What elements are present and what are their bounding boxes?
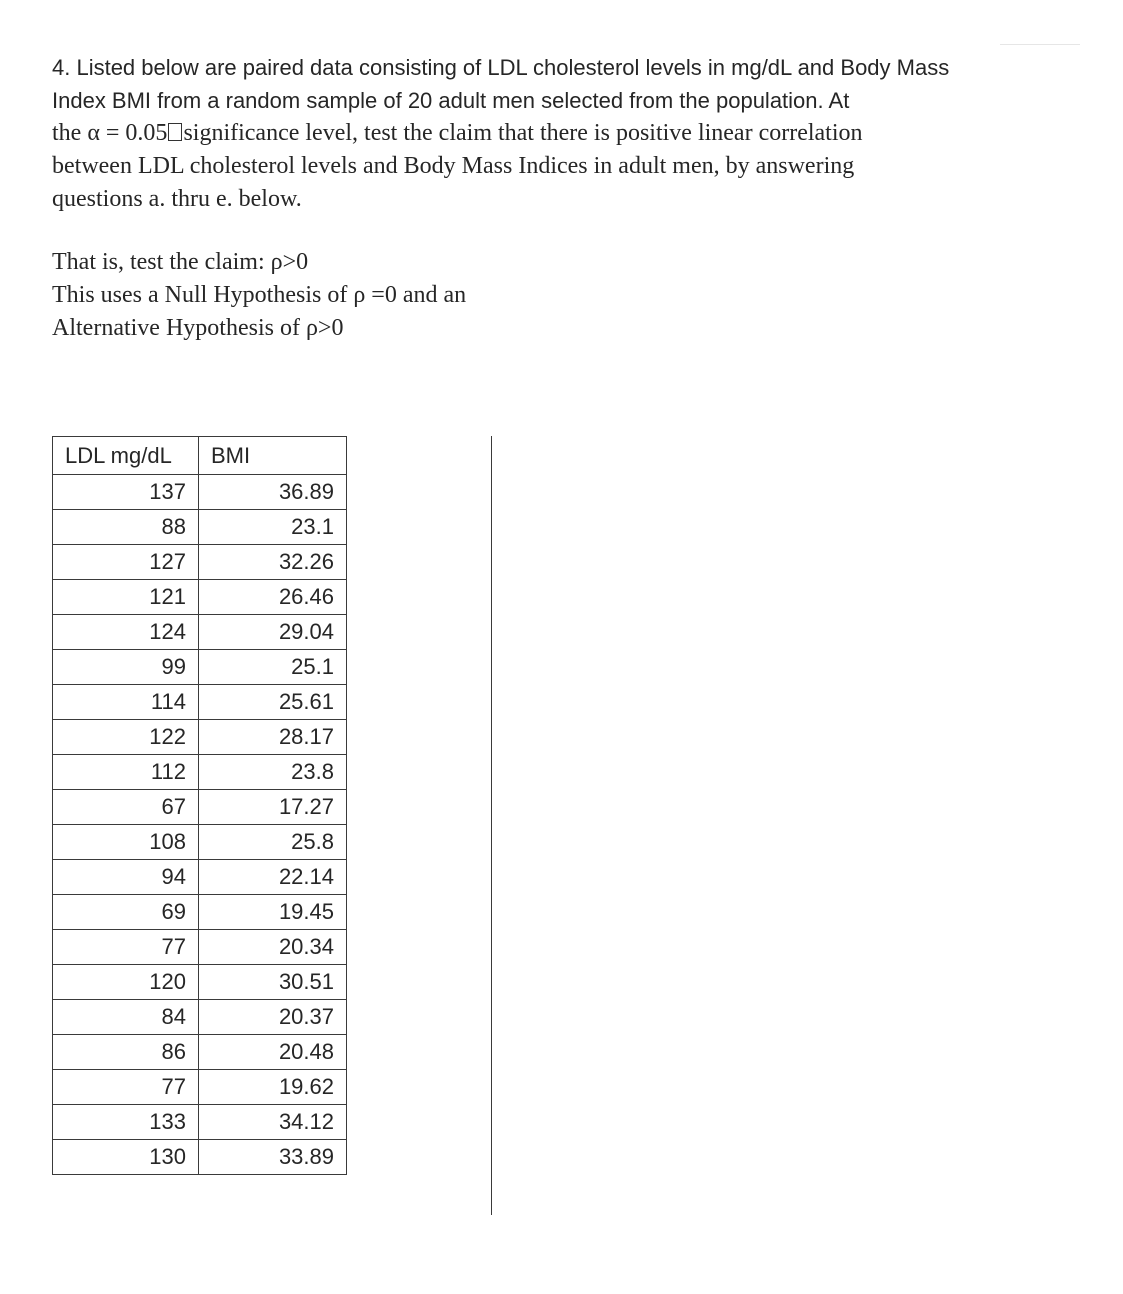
bmi-cell: 28.17 bbox=[199, 720, 347, 755]
ldl-cell: 137 bbox=[53, 475, 199, 510]
ldl-cell: 99 bbox=[53, 650, 199, 685]
problem-line-5: questions a. thru e. below. bbox=[52, 186, 302, 212]
ldl-cell: 120 bbox=[53, 965, 199, 1000]
bmi-cell: 20.48 bbox=[199, 1035, 347, 1070]
table-row bbox=[53, 1000, 347, 1035]
problem-statement bbox=[52, 51, 949, 216]
ldl-cell: 124 bbox=[53, 615, 199, 650]
table-row bbox=[53, 755, 347, 790]
table-row bbox=[53, 510, 347, 545]
bmi-cell: 36.89 bbox=[199, 475, 347, 510]
bmi-cell: 19.62 bbox=[199, 1070, 347, 1105]
claim-statement bbox=[52, 246, 466, 345]
significance-text: significance level, test the claim that there is positive linear correlation bbox=[183, 120, 863, 146]
bmi-cell: 26.46 bbox=[199, 580, 347, 615]
problem-line-3 bbox=[52, 117, 949, 150]
table-row bbox=[53, 860, 347, 895]
table-row bbox=[53, 545, 347, 580]
table-row bbox=[53, 1070, 347, 1105]
table-row bbox=[53, 930, 347, 965]
bmi-cell: 32.26 bbox=[199, 545, 347, 580]
problem-line-2: Index BMI from a random sample of 20 adult men selected from the population. At bbox=[52, 88, 850, 113]
ldl-cell: 130 bbox=[53, 1140, 199, 1175]
header-bmi: BMI bbox=[199, 437, 347, 475]
data-table bbox=[52, 436, 347, 1175]
ldl-cell: 133 bbox=[53, 1105, 199, 1140]
ldl-cell: 108 bbox=[53, 825, 199, 860]
table-row bbox=[53, 1105, 347, 1140]
problem-line-4: between LDL cholesterol levels and Body Mass Indices in adult men, by answering bbox=[52, 153, 855, 179]
alpha-text: the α = 0.05 bbox=[52, 120, 168, 146]
ldl-cell: 88 bbox=[53, 510, 199, 545]
ldl-cell: 69 bbox=[53, 895, 199, 930]
ldl-cell: 127 bbox=[53, 545, 199, 580]
table-row bbox=[53, 895, 347, 930]
scan-mark bbox=[1000, 44, 1080, 45]
ldl-cell: 121 bbox=[53, 580, 199, 615]
table-row bbox=[53, 475, 347, 510]
bmi-cell: 23.1 bbox=[199, 510, 347, 545]
table-row bbox=[53, 965, 347, 1000]
header-ldl: LDL mg/dL bbox=[53, 437, 199, 475]
ldl-cell: 77 bbox=[53, 930, 199, 965]
ldl-cell: 77 bbox=[53, 1070, 199, 1105]
bmi-cell: 20.37 bbox=[199, 1000, 347, 1035]
table-row bbox=[53, 790, 347, 825]
bmi-cell: 30.51 bbox=[199, 965, 347, 1000]
bmi-cell: 22.14 bbox=[199, 860, 347, 895]
table-row bbox=[53, 825, 347, 860]
missing-glyph-box bbox=[168, 123, 182, 141]
bmi-cell: 19.45 bbox=[199, 895, 347, 930]
ldl-cell: 122 bbox=[53, 720, 199, 755]
table-row bbox=[53, 615, 347, 650]
bmi-cell: 17.27 bbox=[199, 790, 347, 825]
vertical-divider bbox=[491, 436, 492, 1215]
ldl-cell: 94 bbox=[53, 860, 199, 895]
ldl-cell: 84 bbox=[53, 1000, 199, 1035]
table-row bbox=[53, 580, 347, 615]
table-row bbox=[53, 1140, 347, 1175]
table-row bbox=[53, 650, 347, 685]
table-row bbox=[53, 1035, 347, 1070]
bmi-cell: 34.12 bbox=[199, 1105, 347, 1140]
bmi-cell: 29.04 bbox=[199, 615, 347, 650]
table-row bbox=[53, 720, 347, 755]
bmi-cell: 25.61 bbox=[199, 685, 347, 720]
bmi-cell: 20.34 bbox=[199, 930, 347, 965]
bmi-cell: 25.1 bbox=[199, 650, 347, 685]
problem-line-1: 4. Listed below are paired data consisting of LDL cholesterol levels in mg/dL and Body Mass bbox=[52, 55, 950, 80]
ldl-cell: 86 bbox=[53, 1035, 199, 1070]
table-header-row bbox=[53, 437, 347, 475]
bmi-cell: 25.8 bbox=[199, 825, 347, 860]
ldl-cell: 67 bbox=[53, 790, 199, 825]
claim-line-2: This uses a Null Hypothesis of ρ =0 and an bbox=[52, 282, 467, 308]
table-row bbox=[53, 685, 347, 720]
bmi-cell: 23.8 bbox=[199, 755, 347, 790]
claim-line-3: Alternative Hypothesis of ρ>0 bbox=[52, 315, 344, 341]
bmi-cell: 33.89 bbox=[199, 1140, 347, 1175]
ldl-cell: 114 bbox=[53, 685, 199, 720]
claim-line-1: That is, test the claim: ρ>0 bbox=[52, 249, 309, 275]
ldl-cell: 112 bbox=[53, 755, 199, 790]
